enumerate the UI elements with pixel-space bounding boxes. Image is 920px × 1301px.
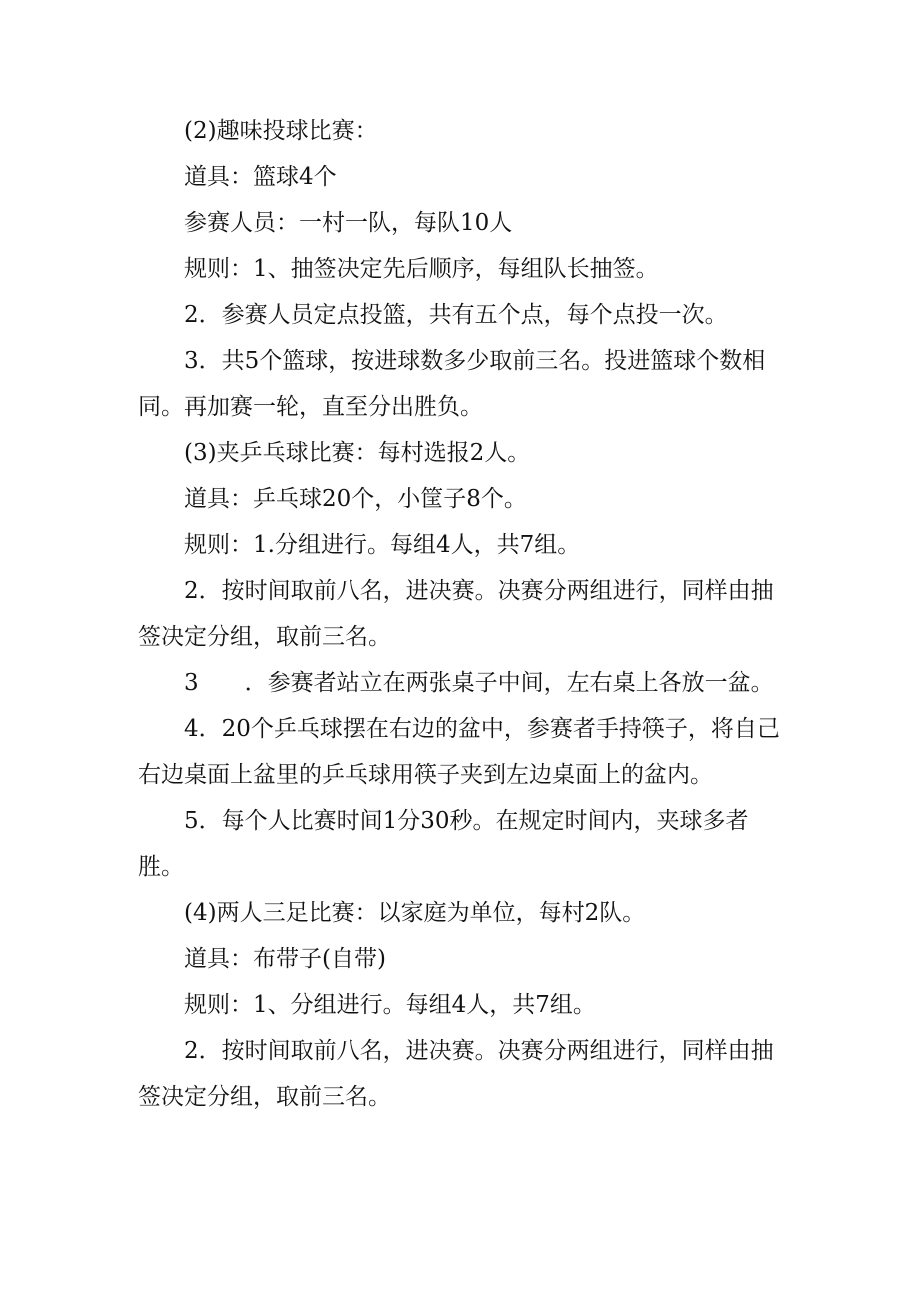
rule-item: 2．按时间取前八名，进决赛。决赛分两组进行，同样由抽签决定分组，取前三名。 (138, 578, 774, 650)
rule-item: 规则：1、分组进行。每组4人，共7组。 (184, 992, 596, 1018)
equipment-line: 道具：篮球4个 (184, 164, 337, 190)
rule-item: 4．20个乒乓球摆在右边的盆中，参赛者手持筷子，将自己右边桌面上盆里的乒乓球用筷子夹到左边桌面上的盆内。 (138, 716, 780, 788)
section-heading-ping-pong: (3)夹乒乓球比赛：每村选报2人。 (184, 440, 531, 466)
participants-line: 参赛人员：一村一队，每队10人 (184, 210, 513, 236)
equipment-line: 道具：布带子(自带) (184, 946, 386, 972)
equipment-line: 道具：乒乓球20个，小筐子8个。 (184, 486, 527, 512)
document-body (138, 108, 784, 1120)
rule-item: 规则：1.分组进行。每组4人，共7组。 (184, 532, 581, 558)
section-heading-three-legged: (4)两人三足比赛：以家庭为单位，每村2队。 (184, 900, 646, 926)
rule-item: 2．按时间取前八名，进决赛。决赛分两组进行，同样由抽签决定分组，取前三名。 (138, 1038, 774, 1110)
rule-item: 5．每个人比赛时间1分30秒。在规定时间内，夹球多者胜。 (138, 808, 749, 880)
section-heading-fun-shooting: (2)趣味投球比赛： (184, 118, 378, 144)
rule-item: 2．参赛人员定点投篮，共有五个点，每个点投一次。 (184, 302, 728, 328)
rule-item: 3 ．参赛者站立在两张桌子中间，左右桌上各放一盆。 (184, 670, 774, 696)
rule-item: 规则：1、抽签决定先后顺序，每组队长抽签。 (184, 256, 659, 282)
rule-item: 3．共5个篮球，按进球数多少取前三名。投进篮球个数相同。再加赛一轮，直至分出胜负。 (138, 348, 766, 420)
